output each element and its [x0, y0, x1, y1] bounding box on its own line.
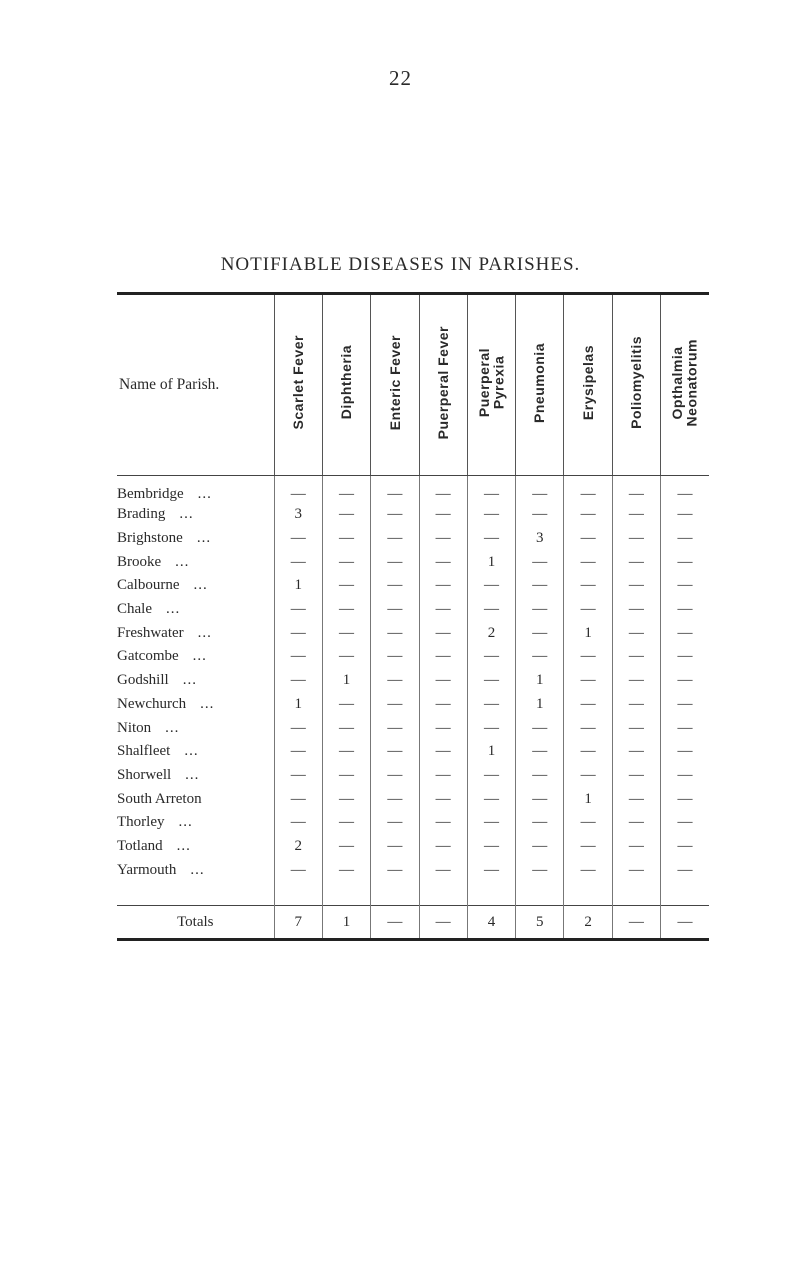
table-row [117, 764, 709, 788]
parish-name-header: Name of Parish. [117, 294, 274, 476]
count-cell: — [564, 550, 612, 574]
parish-name-cell [117, 787, 274, 811]
count-cell: — [419, 550, 467, 574]
leader-dots: ... [196, 530, 212, 547]
count-cell: — [322, 787, 370, 811]
count-cell: — [661, 787, 709, 811]
parish-name-cell [117, 476, 274, 504]
parish-name-cell [117, 503, 274, 527]
parish-name: Shalfleet [117, 743, 171, 760]
count-cell: — [661, 811, 709, 835]
parish-name-cell [117, 740, 274, 764]
leader-dots: ... [165, 719, 180, 736]
count-cell: — [467, 764, 515, 788]
leader-dots: ... [197, 486, 212, 502]
count-cell: — [467, 598, 515, 622]
count-cell: — [564, 669, 612, 693]
count-cell: — [516, 811, 564, 835]
column-header [371, 294, 419, 476]
count-cell: — [516, 787, 564, 811]
column-label: Enteric Fever [386, 334, 403, 431]
leader-dots: ... [197, 624, 212, 641]
count-cell: — [419, 476, 467, 504]
count-cell: — [371, 787, 419, 811]
parish-name-cell [117, 693, 274, 717]
spacer-cell [612, 882, 660, 906]
count-cell: — [467, 476, 515, 504]
count-cell: — [467, 693, 515, 717]
parish-name-cell [117, 550, 274, 574]
parish-name-cell [117, 574, 274, 598]
count-cell: 1 [516, 693, 564, 717]
count-cell: — [467, 835, 515, 859]
count-cell: — [467, 669, 515, 693]
count-cell: — [322, 740, 370, 764]
column-header [661, 294, 709, 476]
count-cell: — [419, 669, 467, 693]
count-cell: — [274, 550, 322, 574]
page-number: 22 [389, 66, 412, 90]
column-header [564, 294, 612, 476]
table-body [117, 476, 709, 906]
count-cell: — [661, 550, 709, 574]
count-cell: — [274, 645, 322, 669]
count-cell: — [467, 787, 515, 811]
count-cell: — [467, 574, 515, 598]
table-row [117, 550, 709, 574]
count-cell: — [612, 858, 660, 882]
parish-name: Thorley [117, 814, 165, 831]
count-cell: — [516, 550, 564, 574]
count-cell: 2 [274, 835, 322, 859]
parish-name-cell [117, 835, 274, 859]
count-cell: — [419, 787, 467, 811]
spacer-cell [117, 882, 274, 906]
column-label: Erysipelas [579, 344, 596, 421]
total-cell: 4 [467, 906, 515, 940]
count-cell: — [371, 503, 419, 527]
count-cell: — [419, 598, 467, 622]
count-cell: — [564, 811, 612, 835]
count-cell: — [661, 669, 709, 693]
count-cell: — [419, 858, 467, 882]
count-cell: — [612, 621, 660, 645]
count-cell: — [419, 621, 467, 645]
count-cell: — [371, 527, 419, 551]
count-cell: 1 [467, 740, 515, 764]
parish-name: Bembridge [117, 486, 184, 502]
count-cell: — [661, 693, 709, 717]
spacer-cell [274, 882, 322, 906]
count-cell: — [612, 740, 660, 764]
table-row [117, 787, 709, 811]
total-cell: — [661, 906, 709, 940]
count-cell: — [516, 621, 564, 645]
leader-dots: ... [193, 577, 208, 594]
leader-dots: ... [182, 672, 197, 689]
column-label: Puerperal Fever [434, 325, 451, 440]
table-row [117, 811, 709, 835]
parish-name-cell [117, 716, 274, 740]
count-cell: — [516, 598, 564, 622]
parish-name: Shorwell [117, 766, 172, 783]
count-cell: — [564, 598, 612, 622]
count-cell: — [612, 693, 660, 717]
count-cell: — [274, 858, 322, 882]
count-cell: — [612, 811, 660, 835]
leader-dots: ... [166, 601, 181, 618]
column-header [322, 294, 370, 476]
parish-name: Brooke [117, 553, 162, 570]
count-cell: — [274, 598, 322, 622]
count-cell: — [274, 764, 322, 788]
count-cell: — [322, 527, 370, 551]
count-cell: — [322, 503, 370, 527]
count-cell: — [274, 527, 322, 551]
count-cell: — [564, 835, 612, 859]
count-cell: — [612, 764, 660, 788]
parish-name-cell [117, 645, 274, 669]
column-header [516, 294, 564, 476]
count-cell: — [564, 764, 612, 788]
parish-name: Totland [117, 837, 163, 854]
spacer-cell [371, 882, 419, 906]
count-cell: — [274, 811, 322, 835]
page-title: NOTIFIABLE DISEASES IN PARISHES. [220, 254, 581, 275]
notifiable-diseases-table [117, 292, 709, 941]
totals-label: Totals [117, 906, 274, 940]
column-header [419, 294, 467, 476]
column-label: Opthalmia Neonatorum [669, 338, 701, 427]
count-cell: — [564, 693, 612, 717]
count-cell: 3 [274, 503, 322, 527]
count-cell: — [564, 716, 612, 740]
count-cell: — [612, 574, 660, 598]
total-cell: — [371, 906, 419, 940]
total-cell: 2 [564, 906, 612, 940]
count-cell: — [661, 764, 709, 788]
column-header [274, 294, 322, 476]
count-cell: — [661, 740, 709, 764]
count-cell: — [322, 835, 370, 859]
count-cell: — [274, 476, 322, 504]
count-cell: — [419, 764, 467, 788]
count-cell: — [371, 621, 419, 645]
parish-name: Calbourne [117, 577, 180, 594]
table-row [117, 527, 709, 551]
count-cell: 1 [516, 669, 564, 693]
table-row [117, 645, 709, 669]
count-cell: — [322, 574, 370, 598]
count-cell: — [371, 574, 419, 598]
table-row [117, 476, 709, 504]
count-cell: — [564, 476, 612, 504]
column-header [467, 294, 515, 476]
count-cell: 2 [467, 621, 515, 645]
leader-dots: ... [200, 695, 215, 712]
count-cell: — [322, 598, 370, 622]
count-cell: — [661, 527, 709, 551]
count-cell: — [612, 503, 660, 527]
count-cell: — [371, 669, 419, 693]
count-cell: — [419, 645, 467, 669]
count-cell: — [274, 740, 322, 764]
count-cell: — [661, 645, 709, 669]
leader-dots: ... [175, 553, 190, 570]
spacer-cell [661, 882, 709, 906]
count-cell: — [661, 835, 709, 859]
count-cell: — [516, 645, 564, 669]
count-cell: — [322, 716, 370, 740]
parish-name-cell [117, 764, 274, 788]
table-row [117, 503, 709, 527]
table-row [117, 598, 709, 622]
parish-name: Yarmouth [117, 861, 177, 878]
count-cell: — [661, 598, 709, 622]
leader-dots: ... [190, 861, 205, 878]
count-cell: — [661, 476, 709, 504]
count-cell: — [467, 503, 515, 527]
parish-name-cell [117, 669, 274, 693]
count-cell: 1 [467, 550, 515, 574]
column-label: Puerperal Pyrexia [475, 347, 507, 418]
table-row [117, 858, 709, 882]
count-cell: — [516, 716, 564, 740]
count-cell: — [612, 835, 660, 859]
column-label: Pneumonia [531, 342, 548, 423]
count-cell: — [467, 858, 515, 882]
count-cell: — [274, 716, 322, 740]
count-cell: — [322, 550, 370, 574]
count-cell: — [564, 645, 612, 669]
spacer-cell [322, 882, 370, 906]
leader-dots: ... [179, 506, 194, 523]
count-cell: — [564, 858, 612, 882]
table-row [117, 621, 709, 645]
count-cell: — [612, 550, 660, 574]
count-cell: — [419, 811, 467, 835]
table-row [117, 740, 709, 764]
count-cell: — [467, 645, 515, 669]
count-cell: — [322, 621, 370, 645]
parish-name: Freshwater [117, 624, 184, 641]
count-cell: — [322, 476, 370, 504]
parish-name: Godshill [117, 672, 169, 689]
count-cell: — [516, 503, 564, 527]
spacer-cell [467, 882, 515, 906]
column-label: Poliomyelitis [628, 336, 645, 429]
count-cell: — [516, 574, 564, 598]
count-cell: — [371, 835, 419, 859]
count-cell: — [516, 858, 564, 882]
count-cell: — [371, 716, 419, 740]
count-cell: — [371, 764, 419, 788]
count-cell: — [322, 693, 370, 717]
parish-name: Gatcombe [117, 648, 179, 665]
count-cell: — [516, 740, 564, 764]
parish-name-cell [117, 527, 274, 551]
count-cell: — [274, 621, 322, 645]
total-cell: 1 [322, 906, 370, 940]
header-row [117, 294, 709, 476]
count-cell: — [467, 716, 515, 740]
totals-row [117, 906, 709, 940]
count-cell: — [371, 693, 419, 717]
count-cell: — [564, 740, 612, 764]
table-row [117, 669, 709, 693]
count-cell: — [419, 740, 467, 764]
parish-name: Niton [117, 719, 152, 736]
parish-name-cell [117, 621, 274, 645]
count-cell: — [661, 716, 709, 740]
column-label: Diphtheria [338, 345, 355, 420]
count-cell: — [564, 503, 612, 527]
leader-dots: ... [192, 648, 207, 665]
leader-dots: ... [185, 766, 200, 783]
count-cell: — [371, 550, 419, 574]
column-label: Scarlet Fever [289, 335, 306, 430]
count-cell: — [661, 858, 709, 882]
count-cell: — [419, 503, 467, 527]
count-cell: — [322, 858, 370, 882]
count-cell: 1 [322, 669, 370, 693]
count-cell: — [419, 527, 467, 551]
count-cell: — [612, 598, 660, 622]
count-cell: — [612, 787, 660, 811]
total-cell: 7 [274, 906, 322, 940]
count-cell: — [467, 811, 515, 835]
count-cell: — [661, 621, 709, 645]
parish-name: South Arreton [117, 790, 202, 807]
count-cell: — [371, 740, 419, 764]
column-header [612, 294, 660, 476]
total-cell: — [612, 906, 660, 940]
count-cell: — [564, 527, 612, 551]
count-cell: 1 [564, 787, 612, 811]
count-cell: — [612, 527, 660, 551]
parish-name-cell [117, 858, 274, 882]
total-cell: 5 [516, 906, 564, 940]
parish-name: Brighstone [117, 530, 183, 547]
leader-dots: ... [178, 814, 193, 831]
count-cell: — [612, 669, 660, 693]
count-cell: — [661, 574, 709, 598]
count-cell: — [322, 811, 370, 835]
count-cell: — [419, 835, 467, 859]
table-row [117, 835, 709, 859]
count-cell: — [322, 764, 370, 788]
table-row [117, 693, 709, 717]
count-cell: 3 [516, 527, 564, 551]
count-cell: — [516, 764, 564, 788]
count-cell: 1 [564, 621, 612, 645]
count-cell: — [612, 716, 660, 740]
count-cell: — [467, 527, 515, 551]
table-row [117, 574, 709, 598]
leader-dots: ... [184, 743, 199, 760]
count-cell: 1 [274, 693, 322, 717]
count-cell: — [371, 598, 419, 622]
parish-name: Chale [117, 601, 152, 618]
parish-name-cell [117, 598, 274, 622]
count-cell: — [322, 645, 370, 669]
count-cell: — [516, 835, 564, 859]
count-cell: — [612, 645, 660, 669]
count-cell: — [371, 476, 419, 504]
count-cell: — [612, 476, 660, 504]
count-cell: — [419, 574, 467, 598]
count-cell: — [661, 503, 709, 527]
count-cell: — [564, 574, 612, 598]
count-cell: — [371, 645, 419, 669]
parish-name: Newchurch [117, 695, 187, 712]
count-cell: 1 [274, 574, 322, 598]
spacer-row [117, 882, 709, 906]
count-cell: — [274, 787, 322, 811]
leader-dots: ... [176, 837, 191, 854]
parish-name: Brading [117, 506, 166, 523]
count-cell: — [419, 716, 467, 740]
spacer-cell [419, 882, 467, 906]
total-cell: — [419, 906, 467, 940]
parish-name-cell [117, 811, 274, 835]
table-row [117, 716, 709, 740]
count-cell: — [371, 811, 419, 835]
spacer-cell [516, 882, 564, 906]
count-cell: — [516, 476, 564, 504]
count-cell: — [419, 693, 467, 717]
spacer-cell [564, 882, 612, 906]
count-cell: — [274, 669, 322, 693]
count-cell: — [371, 858, 419, 882]
